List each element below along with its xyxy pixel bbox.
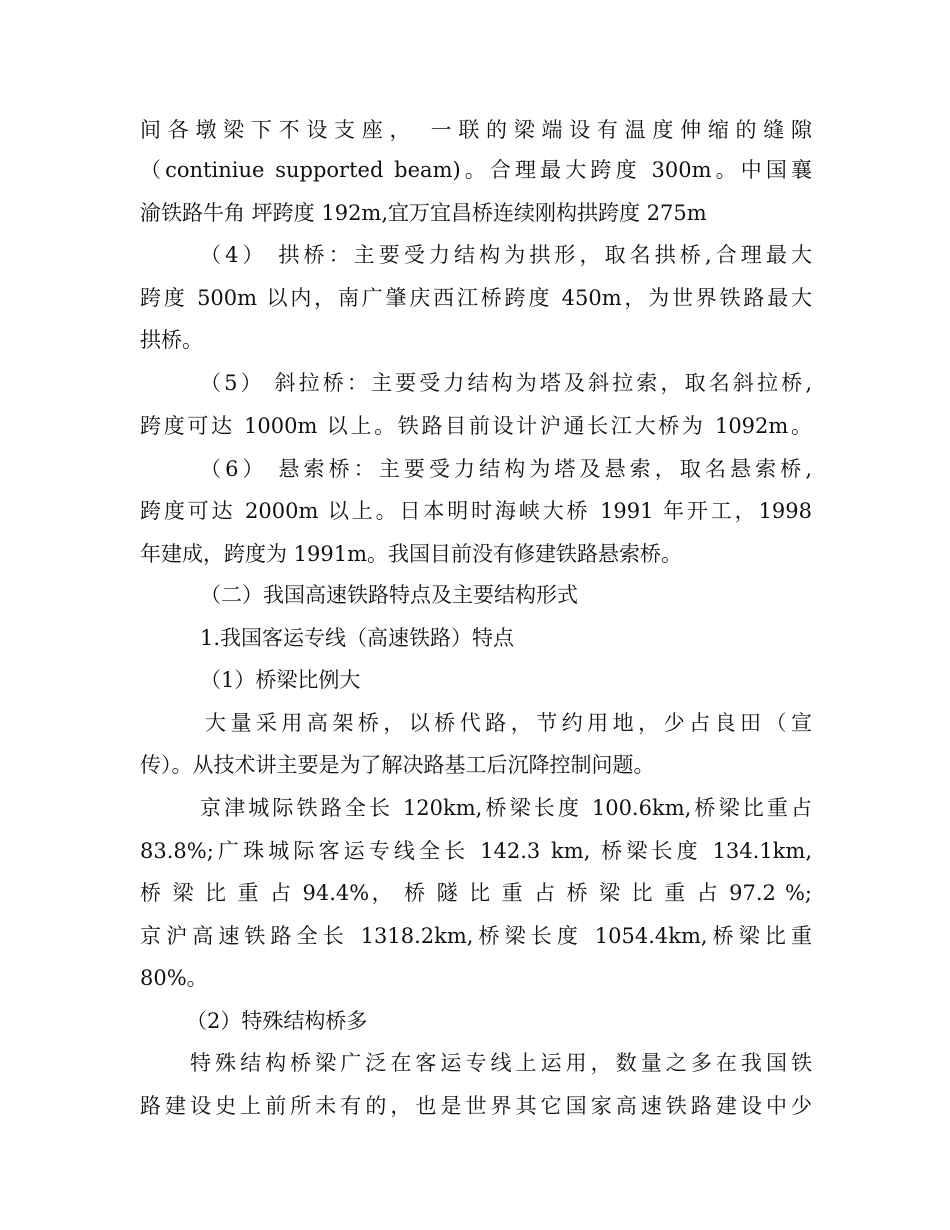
text-line: 传）。从技术讲主要是为了解决路基工后沉降控制问题。 [140, 753, 655, 777]
text-line: 特殊结构桥梁广泛在客运专线上运用，数量之多在我国铁 [190, 1051, 812, 1075]
text-line: （4） 拱桥：主要受力结构为拱形，取名拱桥,合理最大 [200, 243, 812, 267]
text-line: 桥 梁 比 重 占 94.4%， 桥 隧 比 重 占 桥 梁 比 重 占 97.2 %; [140, 881, 812, 905]
text-line: 年建成，跨度为 1991m。我国目前没有修建铁路悬索桥。 [140, 542, 683, 566]
text-line: （continiue supported beam)。合理最大跨度 300m。中国襄 [140, 158, 812, 182]
section-heading: （二）我国高速铁路特点及主要结构形式 [200, 583, 578, 607]
text-line: 间各墩梁下不设支座， 一联的梁端设有温度伸缩的缝隙 [140, 118, 812, 142]
item-heading: （2）特殊结构桥多 [186, 1009, 368, 1033]
text-line: 跨度可达 2000m 以上。日本明时海峡大桥 1991 年开工，1998 [140, 499, 812, 523]
text-line: 京津城际铁路全长 120km,桥梁长度 100.6km,桥梁比重占 [200, 796, 812, 820]
text-line: 拱桥。 [140, 328, 203, 352]
text-line: 大量采用高架桥，以桥代路，节约用地，少占良田（宣 [205, 711, 812, 735]
text-line: 京沪高速铁路全长 1318.2km,桥梁长度 1054.4km,桥梁比重 [140, 924, 812, 948]
text-line: 渝铁路牛角 坪跨度 192m,宜万宜昌桥连续刚构拱跨度 275m [140, 201, 707, 225]
text-line: 跨度可达 1000m 以上。铁路目前设计沪通长江大桥为 1092m。 [140, 414, 812, 438]
text-line: 83.8%;广珠城际客运专线全长 142.3 km, 桥梁长度 134.1km, [140, 839, 812, 863]
text-line: 80%。 [140, 966, 208, 990]
text-line: （5） 斜拉桥：主要受力结构为塔及斜拉索，取名斜拉桥, [200, 371, 812, 395]
item-heading: （1）桥梁比例大 [200, 668, 361, 692]
subsection-heading: 1.我国客运专线（高速铁路）特点 [200, 626, 515, 650]
text-line: 路建设史上前所未有的，也是世界其它国家高速铁路建设中少 [140, 1094, 812, 1118]
text-line: （6） 悬索桥：主要受力结构为塔及悬索，取名悬索桥, [200, 457, 812, 481]
text-line: 跨度 500m 以内，南广肇庆西江桥跨度 450m，为世界铁路最大 [140, 286, 812, 310]
